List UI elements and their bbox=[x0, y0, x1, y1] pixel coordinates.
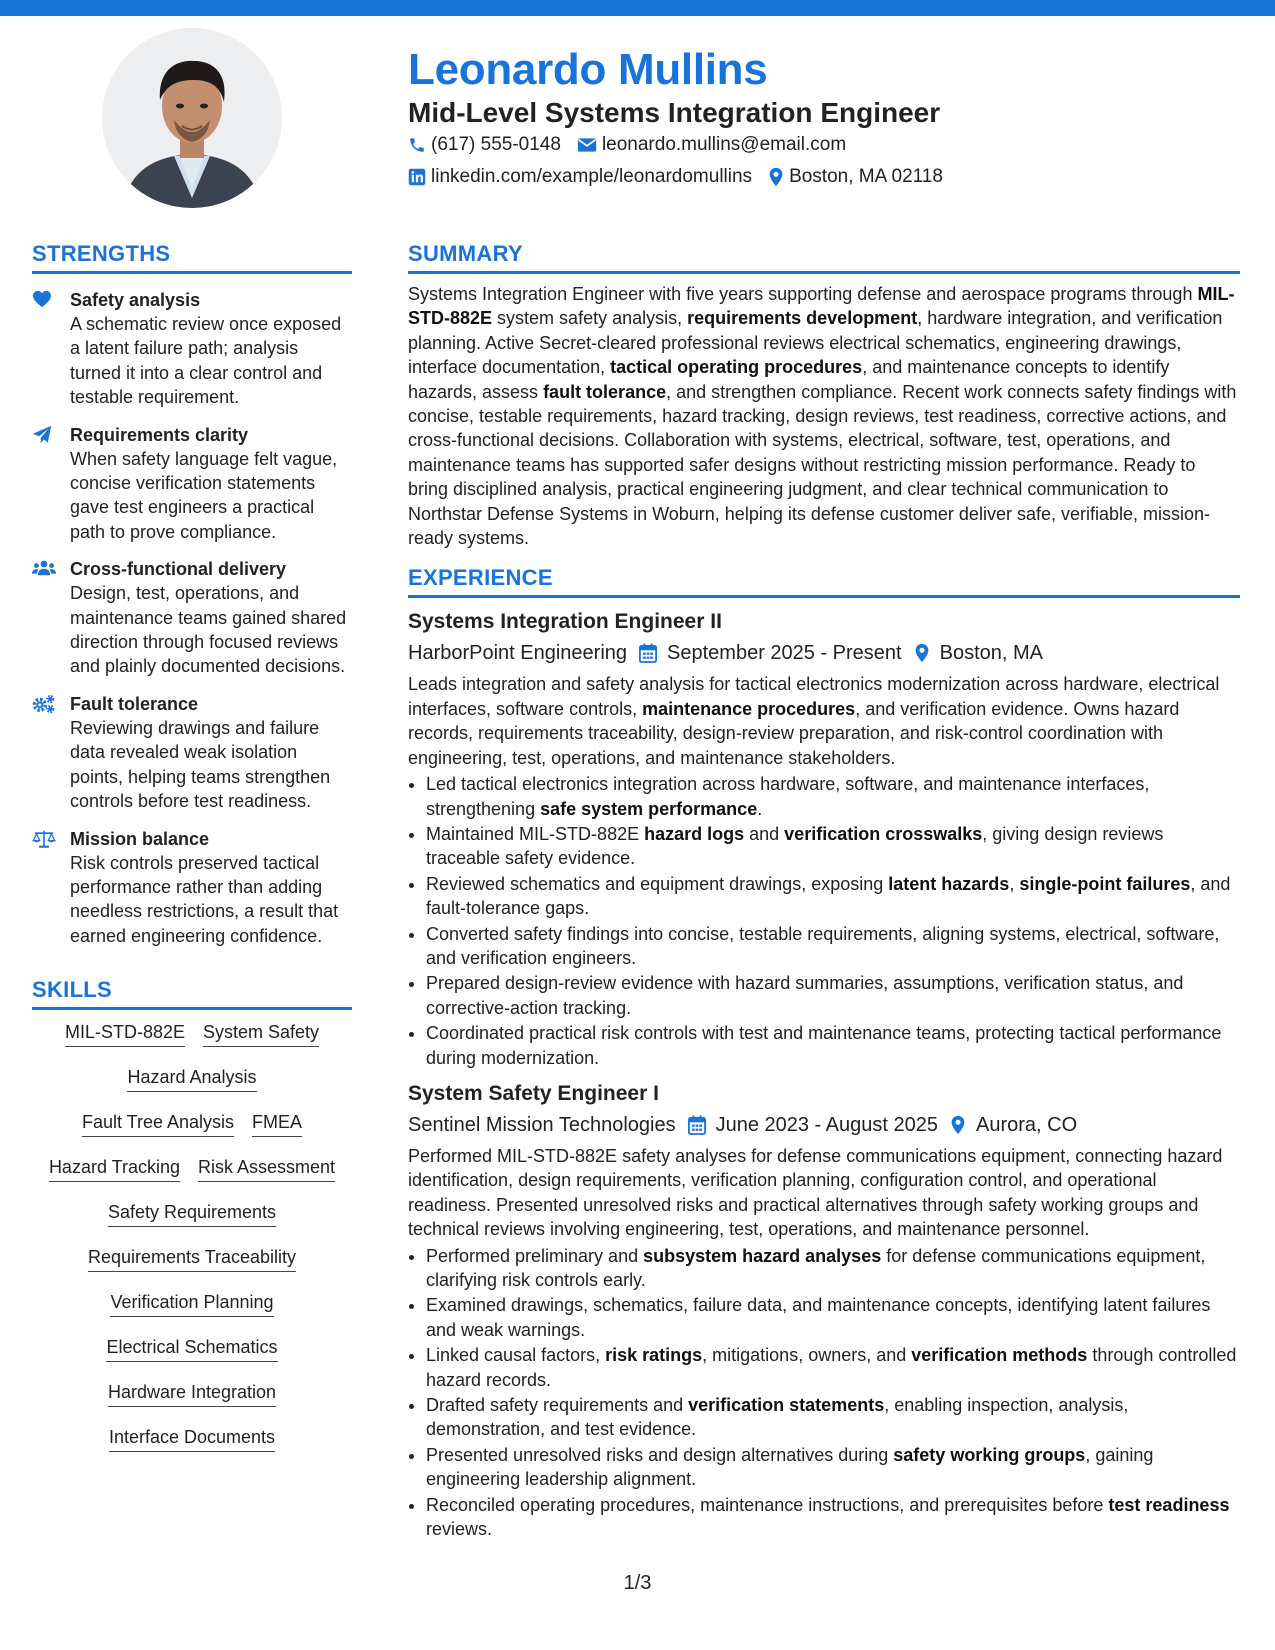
text-run: Coordinated practical risk controls with test and maintenance teams, protecting tactical performance during modernization. bbox=[426, 1023, 1222, 1068]
text-run: , and fault-tolerance gaps. bbox=[426, 873, 1231, 919]
skill-row bbox=[32, 1200, 352, 1245]
text-run: system safety analysis, bbox=[492, 308, 688, 329]
job-title: System Safety Engineer I bbox=[408, 1081, 659, 1105]
skill-tag: Hardware Integration bbox=[108, 1380, 276, 1407]
candidate-title: Mid-Level Systems Integration Engineer bbox=[408, 97, 941, 128]
skill-row bbox=[32, 1065, 352, 1110]
text-run: and bbox=[744, 823, 785, 844]
top-accent-bar bbox=[0, 0, 1275, 16]
strength-item bbox=[32, 423, 352, 545]
balance-scale-icon bbox=[32, 827, 70, 949]
bullet-item bbox=[426, 1293, 1240, 1342]
users-icon bbox=[32, 557, 70, 679]
job-company: Sentinel Mission Technologies bbox=[408, 1113, 676, 1136]
job-dates-text: June 2023 - August 2025 bbox=[715, 1113, 938, 1136]
bold-phrase: MIL-STD-882E bbox=[408, 284, 1235, 329]
skill-tag: Fault Tree Analysis bbox=[82, 1110, 234, 1137]
skill-tag: FMEA bbox=[252, 1110, 302, 1137]
contact-row-1 bbox=[408, 134, 862, 156]
text-run: , and maintenance concepts to identify hazards, assess bbox=[408, 357, 1170, 402]
bullet-item bbox=[426, 1493, 1240, 1542]
job-meta bbox=[408, 640, 1240, 666]
strength-title: Safety analysis bbox=[70, 290, 201, 310]
calendar-icon bbox=[639, 643, 657, 663]
skill-tag: Safety Requirements bbox=[108, 1200, 276, 1227]
text-run: Reviewed schematics and equipment drawings, exposing bbox=[426, 873, 889, 894]
bold-phrase: risk ratings bbox=[605, 1345, 703, 1366]
skill-tag: MIL-STD-882E bbox=[65, 1020, 185, 1047]
contact-email[interactable] bbox=[577, 134, 846, 156]
page-number: 1/3 bbox=[623, 1572, 652, 1594]
bullet-item bbox=[426, 822, 1240, 871]
candidate-name: Leonardo Mullins bbox=[408, 45, 768, 94]
envelope-icon bbox=[577, 137, 597, 153]
bullet-item bbox=[426, 971, 1240, 1020]
location-text: Boston, MA 02118 bbox=[789, 166, 943, 187]
text-run: , hardware integration, and verification planning. Active Secret-cleared professional reviews electrical schematics, engineering drawings, interface documentation, bbox=[408, 308, 1223, 378]
text-run: , bbox=[1009, 873, 1020, 894]
phone-text: (617) 555-0148 bbox=[431, 134, 561, 155]
job-bullets bbox=[408, 772, 1240, 1070]
strength-item bbox=[32, 288, 352, 410]
strength-title: Fault tolerance bbox=[70, 693, 199, 714]
experience-section bbox=[408, 564, 1240, 1541]
bold-phrase: maintenance procedures bbox=[642, 698, 856, 719]
strength-item bbox=[32, 827, 352, 949]
contact-linkedin[interactable] bbox=[408, 166, 752, 188]
skill-tag: Hazard Tracking bbox=[49, 1155, 180, 1182]
summary-text bbox=[408, 282, 1240, 550]
contact-phone[interactable] bbox=[408, 134, 561, 156]
skill-tag: Electrical Schematics bbox=[106, 1335, 277, 1362]
skills-list bbox=[32, 1020, 352, 1470]
map-pin-icon bbox=[768, 167, 784, 187]
skill-tag: Risk Assessment bbox=[198, 1155, 335, 1182]
strengths-heading: STRENGTHS bbox=[32, 240, 352, 274]
job-description bbox=[408, 1144, 1240, 1242]
bold-phrase: test readiness bbox=[1108, 1494, 1230, 1515]
text-run: , and verification evidence. Owns hazard records, requirements traceability, design-review preparation, and risk-control coordination with engineering, test, operations, and maintenance stakeholders. bbox=[408, 698, 1180, 768]
job-location bbox=[950, 1112, 1077, 1138]
bold-phrase: verification methods bbox=[911, 1345, 1088, 1366]
text-run: Reconciled operating procedures, maintenance instructions, and prerequisites before bbox=[426, 1494, 1109, 1515]
avatar bbox=[102, 28, 282, 208]
text-run: for defense communications equipment, clarifying risk controls early. bbox=[426, 1245, 1206, 1290]
skill-row bbox=[32, 1290, 352, 1335]
strength-title: Mission balance bbox=[70, 828, 210, 849]
skill-row bbox=[32, 1155, 352, 1200]
bullet-item bbox=[426, 1443, 1240, 1492]
text-run: , mitigations, owners, and bbox=[702, 1345, 912, 1366]
text-run: Performed MIL-STD-882E safety analyses for defense communications equipment, connecting hazard identification, design requirements, verification planning, configuration control, and operational readiness. Presented unresolved risks and practical alternatives through safety working groups and technical reviews involving engineering, test, operations, and maintenance personnel. bbox=[408, 1145, 1223, 1240]
job-entry bbox=[408, 608, 1240, 1070]
text-run: Converted safety findings into concise, testable requirements, aligning systems, electrical, software, and verification engineers. bbox=[426, 923, 1220, 968]
strength-desc: A schematic review once exposed a latent failure path; analysis turned it into a clear control and testable requirement. bbox=[70, 314, 342, 408]
job-dates bbox=[639, 640, 902, 666]
linkedin-icon bbox=[408, 168, 426, 186]
strength-desc: Reviewing drawings and failure data revealed weak isolation points, helping teams strengthen controls before test readiness. bbox=[70, 717, 331, 812]
text-run: Drafted safety requirements and bbox=[426, 1395, 689, 1416]
job-bullets bbox=[408, 1244, 1240, 1542]
bullet-item bbox=[426, 1343, 1240, 1392]
strength-title: Cross-functional delivery bbox=[70, 559, 287, 580]
bullet-item bbox=[426, 1021, 1240, 1070]
skill-row bbox=[32, 1425, 352, 1470]
text-run: Presented unresolved risks and design alternatives during bbox=[426, 1444, 894, 1465]
text-run: Examined drawings, schematics, failure data, and maintenance concepts, identifying latent failures and weak warnings. bbox=[426, 1295, 1211, 1340]
skill-row bbox=[32, 1245, 352, 1290]
paper-plane-icon bbox=[32, 423, 70, 545]
text-run: Performed preliminary and bbox=[426, 1245, 644, 1266]
bold-phrase: safe system performance bbox=[540, 798, 758, 819]
job-location-text: Boston, MA bbox=[939, 642, 1044, 665]
strengths-list bbox=[32, 288, 352, 948]
strength-item bbox=[32, 557, 352, 679]
email-text: leonardo.mullins@email.com bbox=[601, 134, 847, 155]
map-pin-icon bbox=[914, 643, 930, 663]
strength-item bbox=[32, 692, 352, 814]
heart-icon bbox=[32, 288, 70, 410]
right-column bbox=[408, 240, 1240, 1542]
bullet-item bbox=[426, 1244, 1240, 1293]
bold-phrase: tactical operating procedures bbox=[610, 357, 863, 378]
profile-photo-icon bbox=[102, 28, 282, 208]
skill-tag: Hazard Analysis bbox=[127, 1065, 256, 1092]
bold-phrase: latent hazards bbox=[888, 873, 1010, 894]
strength-desc: When safety language felt vague, concise verification statements gave test engineers a practical path to prove compliance. bbox=[70, 448, 338, 542]
job-meta bbox=[408, 1112, 1240, 1138]
gears-icon bbox=[32, 692, 70, 814]
skill-row bbox=[32, 1110, 352, 1155]
bold-phrase: verification statements bbox=[688, 1395, 885, 1416]
text-run: through controlled hazard records. bbox=[426, 1345, 1237, 1390]
bold-phrase: subsystem hazard analyses bbox=[643, 1245, 882, 1266]
text-run: , enabling inspection, analysis, demonstration, and test evidence. bbox=[426, 1395, 1129, 1440]
bold-phrase: fault tolerance bbox=[543, 381, 667, 402]
strength-desc: Design, test, operations, and maintenance teams gained shared direction through focused reviews and plainly documented decisions. bbox=[70, 583, 347, 677]
skills-heading: SKILLS bbox=[32, 976, 352, 1010]
job-location bbox=[914, 640, 1043, 666]
map-pin-icon bbox=[950, 1115, 966, 1135]
text-run: , giving design reviews traceable safety evidence. bbox=[426, 823, 1164, 869]
bullet-item bbox=[426, 772, 1240, 821]
bullet-item bbox=[426, 1393, 1240, 1442]
job-dates-text: September 2025 - Present bbox=[667, 642, 902, 665]
skill-row bbox=[32, 1380, 352, 1425]
job-location-text: Aurora, CO bbox=[975, 1113, 1078, 1136]
bold-phrase: verification crosswalks bbox=[784, 823, 983, 844]
text-run: , gaining engineering leadership alignment. bbox=[426, 1444, 1154, 1490]
text-run: . bbox=[757, 798, 763, 819]
strength-title: Requirements clarity bbox=[70, 424, 249, 445]
skill-row bbox=[32, 1020, 352, 1065]
text-run: Leads integration and safety analysis for tactical electronics modernization across hardware, electrical interfaces, software controls, bbox=[408, 674, 1220, 719]
skill-row bbox=[32, 1335, 352, 1380]
skills-section bbox=[32, 976, 352, 1470]
skill-tag: Interface Documents bbox=[109, 1425, 275, 1452]
bullet-item bbox=[426, 872, 1240, 921]
calendar-icon bbox=[688, 1115, 706, 1135]
bold-phrase: hazard logs bbox=[644, 823, 745, 844]
text-run: reviews. bbox=[426, 1519, 493, 1540]
job-description bbox=[408, 672, 1240, 770]
text-run: Linked causal factors, bbox=[426, 1345, 606, 1366]
phone-icon bbox=[408, 136, 426, 154]
bold-phrase: safety working groups bbox=[893, 1444, 1086, 1465]
skill-tag: Verification Planning bbox=[110, 1290, 273, 1317]
text-run: Prepared design-review evidence with hazard summaries, assumptions, verification status, and corrective-action tracking. bbox=[426, 973, 1184, 1018]
experience-heading: EXPERIENCE bbox=[408, 564, 1240, 598]
job-entry bbox=[408, 1080, 1240, 1542]
strength-desc: Risk controls preserved tactical performance rather than adding needless restrictions, a result that earned engineering confidence. bbox=[70, 852, 339, 946]
contact-row-2 bbox=[408, 166, 959, 188]
job-title: Systems Integration Engineer II bbox=[408, 610, 722, 634]
contact-location bbox=[768, 166, 943, 188]
text-run: Maintained MIL-STD-882E bbox=[426, 823, 645, 844]
job-company: HarborPoint Engineering bbox=[408, 642, 628, 665]
skill-tag: System Safety bbox=[203, 1020, 319, 1047]
skill-tag: Requirements Traceability bbox=[88, 1245, 296, 1272]
summary-heading: SUMMARY bbox=[408, 240, 1240, 274]
linkedin-text: linkedin.com/example/leonardomullins bbox=[431, 166, 753, 187]
bold-phrase: requirements development bbox=[687, 308, 918, 329]
bold-phrase: single-point failures bbox=[1019, 873, 1191, 894]
text-run: , and strengthen compliance. Recent work connects safety findings with concise, testable requirements, hazard tracking, design reviews, test readiness, corrective actions, and cross-functional decisions. Collaboration with systems, electrical, software, test, operations, and maintenance teams has supported safer designs without restricting mission performance. Ready to bring disciplined analysis, practical engineering judgment, and clear technical communication to Northstar Defense Systems in Woburn, helping its defense customer deliver safe, verifiable, mission-ready systems. bbox=[408, 381, 1237, 549]
left-column bbox=[32, 240, 352, 1470]
text-run: Led tactical electronics integration across hardware, software, and maintenance interfaces, strengthening bbox=[426, 774, 1150, 819]
bullet-item bbox=[426, 922, 1240, 971]
text-run: Systems Integration Engineer with five years supporting defense and aerospace programs through bbox=[408, 284, 1198, 304]
job-dates bbox=[688, 1112, 938, 1138]
